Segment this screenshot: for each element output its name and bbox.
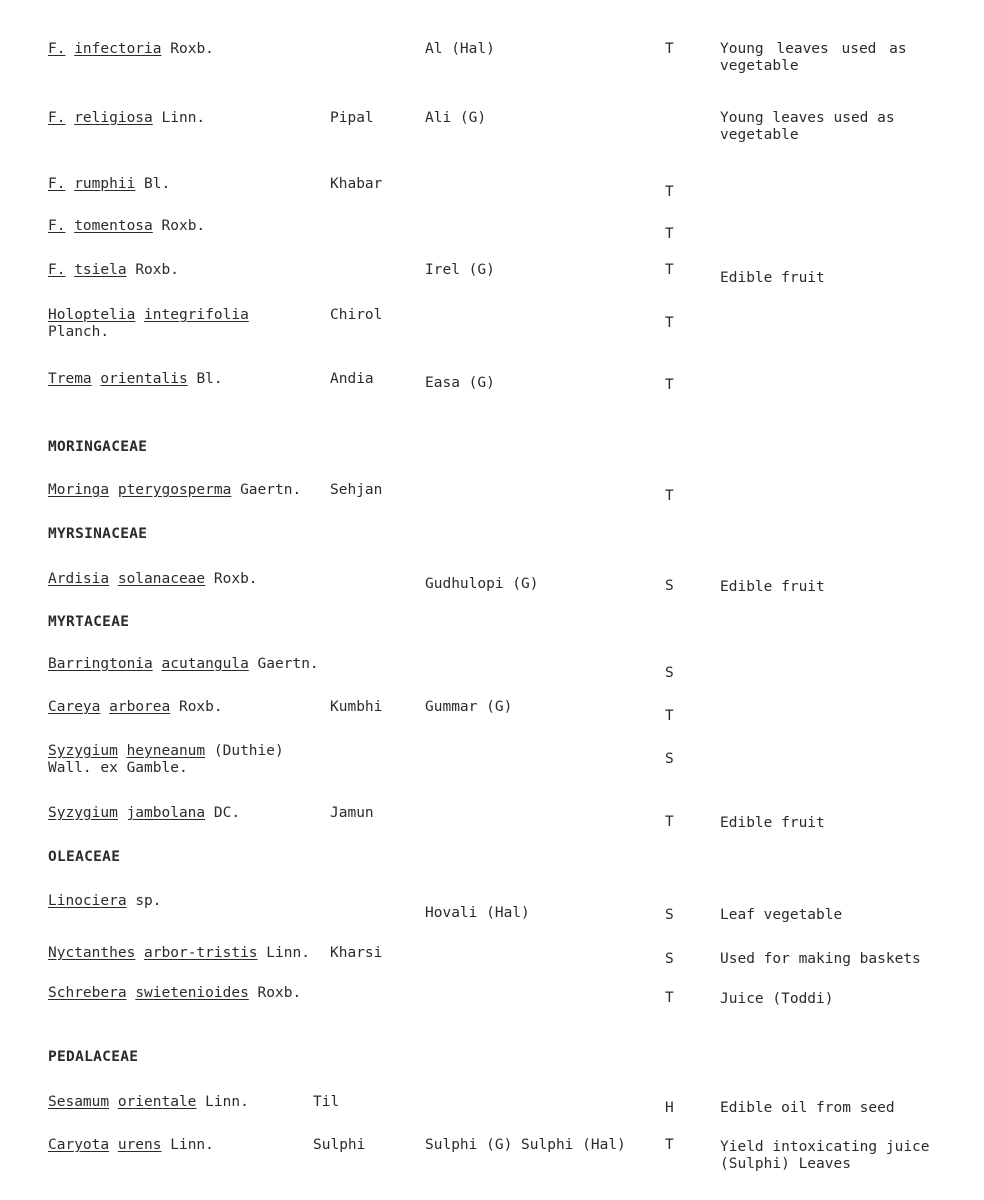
species: orientale (117, 1094, 197, 1110)
species-name (48, 571, 258, 588)
genus: Trema (48, 371, 92, 387)
species-name (48, 656, 319, 673)
species: tsiela (74, 262, 127, 278)
use: Edible fruit (720, 815, 825, 831)
genus: Schrebera (48, 985, 127, 1001)
species-name (48, 699, 223, 716)
use: Juice (Toddi) (720, 991, 834, 1007)
tribal-name: Sulphi (G) Sulphi (Hal) (425, 1137, 626, 1153)
habit: S (665, 665, 674, 681)
species: integrifolia (144, 307, 249, 323)
habit: T (665, 990, 674, 1006)
species: religiosa (74, 110, 153, 126)
family-heading: OLEACEAE (48, 849, 121, 865)
genus: Barringtonia (48, 656, 153, 672)
genus: Moringa (48, 482, 110, 498)
genus: Sesamum (48, 1094, 110, 1110)
species: rumphii (74, 176, 136, 192)
species-name (48, 176, 170, 193)
species: orientalis (100, 371, 188, 387)
use-line: Young leaves used as (720, 41, 907, 57)
local-name: Andia (330, 371, 374, 387)
habit: T (665, 41, 674, 57)
habit: S (665, 907, 674, 923)
family-heading: MORINGACEAE (48, 439, 148, 455)
author: Linn. (161, 110, 206, 126)
author: Linn. (170, 1137, 214, 1153)
author: Gaertn. (240, 482, 302, 498)
genus: F. (48, 110, 66, 126)
species: arborea (109, 699, 171, 715)
species-name (48, 893, 162, 910)
habit: T (665, 226, 674, 242)
tribal-name: Hovali (Hal) (425, 905, 530, 921)
local-name: Khabar (330, 176, 383, 192)
use-line: Young leaves used as (720, 110, 895, 126)
species-name (48, 805, 240, 822)
genus: Linociera (48, 893, 127, 909)
species: arbor-tristis (144, 945, 258, 961)
genus: Holoptelia (48, 307, 136, 323)
genus: F. (48, 218, 66, 234)
species-name (48, 985, 301, 1002)
author: Roxb. (135, 262, 179, 278)
local-name: Til (313, 1094, 340, 1110)
author: sp. (135, 893, 162, 909)
genus: Syzygium (48, 805, 118, 821)
habit: S (665, 751, 674, 767)
use: Edible fruit (720, 579, 825, 595)
local-name: Sehjan (330, 482, 383, 498)
species-name (48, 743, 284, 777)
local-name: Kharsi (330, 945, 383, 961)
genus: Ardisia (48, 571, 110, 587)
author: (Duthie) (213, 743, 284, 759)
habit: T (665, 488, 674, 504)
author: Bl. (144, 176, 171, 192)
species: solanaceae (117, 571, 206, 587)
use-line: vegetable (720, 58, 799, 74)
local-name: Kumbhi (330, 699, 383, 715)
genus: F. (48, 176, 66, 192)
species-name (48, 218, 205, 235)
genus: Nyctanthes (48, 945, 136, 961)
tribal-name: Irel (G) (425, 262, 495, 278)
use-line: vegetable (720, 127, 799, 143)
habit: T (665, 184, 674, 200)
habit: T (665, 1137, 674, 1153)
species: tomentosa (74, 218, 153, 234)
habit: T (665, 262, 674, 278)
author-continued: Wall. ex Gamble. (48, 760, 188, 776)
species-name (48, 371, 223, 388)
tribal-name: Easa (G) (425, 375, 495, 391)
species: jambolana (126, 805, 206, 821)
family-heading: MYRSINACEAE (48, 526, 148, 542)
genus: Caryota (48, 1137, 110, 1153)
use: Leaf vegetable (720, 907, 843, 923)
species: heyneanum (126, 743, 206, 759)
family-heading: MYRTACEAE (48, 614, 130, 630)
author: Bl. (196, 371, 223, 387)
habit: H (665, 1100, 674, 1116)
species-name (48, 1094, 249, 1111)
habit: S (665, 951, 674, 967)
tribal-name: Al (Hal) (425, 41, 495, 57)
author: Linn. (266, 945, 310, 961)
habit: T (665, 377, 674, 393)
family-heading: PEDALACEAE (48, 1049, 139, 1065)
local-name: Chirol (330, 307, 383, 323)
author: Roxb. (170, 41, 214, 57)
author: Gaertn. (257, 656, 319, 672)
use-line: Yield intoxicating juice (720, 1139, 930, 1155)
use (720, 1139, 930, 1173)
author: Roxb. (257, 985, 302, 1001)
use (720, 110, 895, 144)
species-name (48, 482, 301, 499)
habit: T (665, 315, 674, 331)
species: acutangula (161, 656, 249, 672)
habit: T (665, 708, 674, 724)
author: Linn. (205, 1094, 249, 1110)
species-name (48, 307, 249, 341)
tribal-name: Gummar (G) (425, 699, 513, 715)
use-line: (Sulphi) Leaves (720, 1156, 851, 1172)
species-name (48, 945, 310, 962)
use (720, 41, 907, 75)
species-name (48, 262, 179, 279)
author: Roxb. (161, 218, 206, 234)
habit: S (665, 578, 674, 594)
local-name: Sulphi (313, 1137, 366, 1153)
use: Edible fruit (720, 270, 825, 286)
author: Roxb. (178, 699, 223, 715)
use: Used for making baskets (720, 951, 921, 967)
tribal-name: Ali (G) (425, 110, 487, 126)
genus: F. (48, 262, 66, 278)
genus: F. (48, 41, 66, 57)
species: swietenioides (135, 985, 249, 1001)
species: infectoria (74, 41, 162, 57)
author: DC. (213, 805, 241, 821)
use: Edible oil from seed (720, 1100, 895, 1116)
species-name (48, 1137, 214, 1154)
habit: T (665, 814, 674, 830)
genus: Syzygium (48, 743, 118, 759)
species: urens (117, 1137, 162, 1153)
species: pterygosperma (117, 482, 232, 498)
species-name (48, 110, 205, 127)
author: Roxb. (213, 571, 258, 587)
species-name (48, 41, 214, 58)
genus: Careya (48, 699, 101, 715)
author: Planch. (48, 324, 110, 340)
local-name: Pipal (330, 110, 374, 126)
tribal-name: Gudhulopi (G) (425, 576, 539, 592)
local-name: Jamun (330, 805, 374, 821)
